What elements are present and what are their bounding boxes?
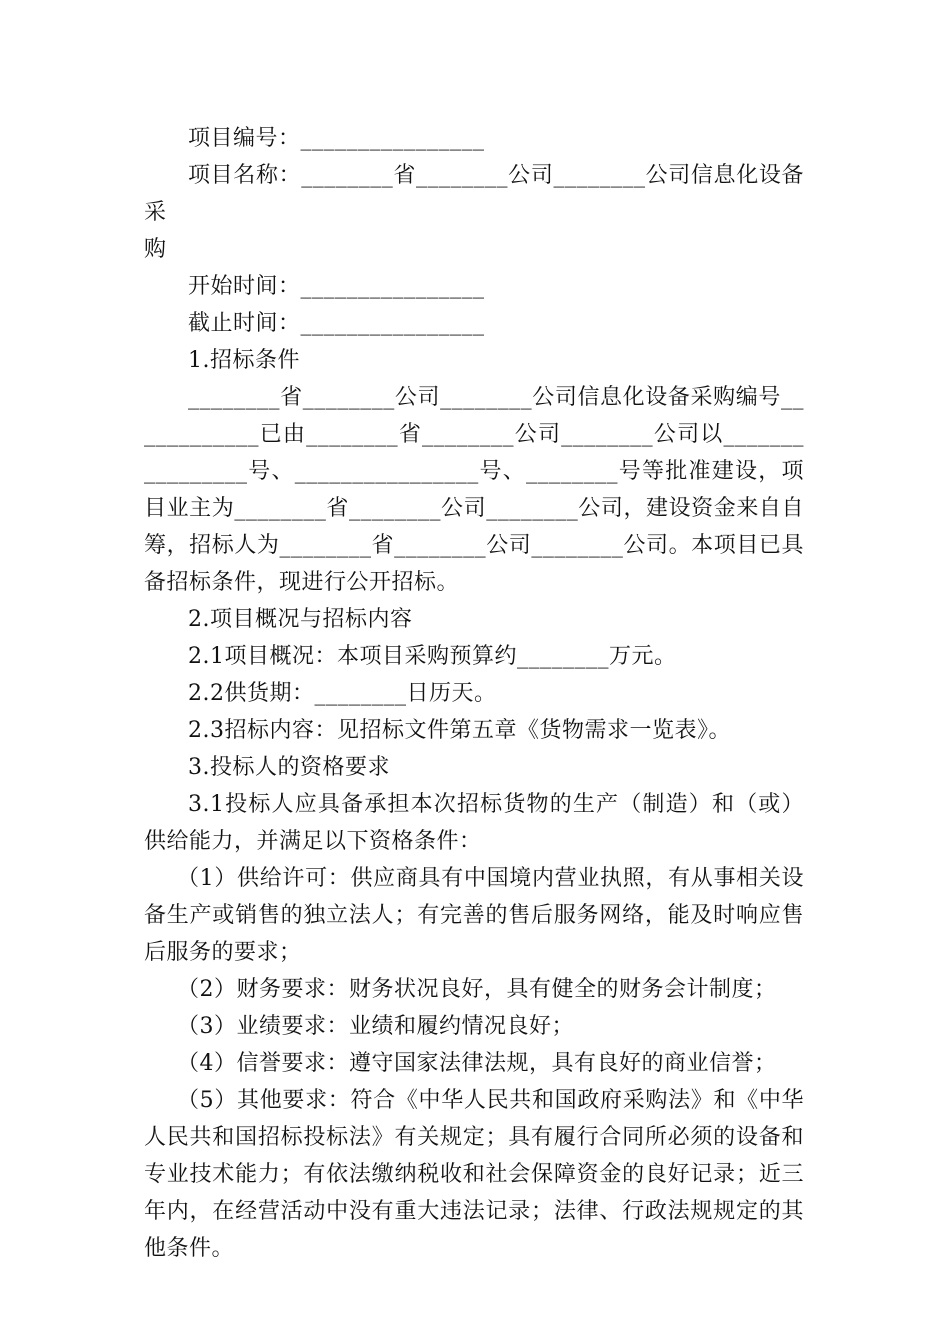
project-number-field: 项目编号：________________ [188,126,485,151]
section-2-1: 2.1项目概况：本项目采购预算约________万元。 [188,644,677,669]
start-time-field: 开始时间：________________ [188,274,485,299]
section-3-1: 3.1投标人应具备承担本次招标货物的生产（制造）和（或）供给能力，并满足以下资格条件： [144,792,804,854]
requirement-item: （5）其他要求：符合《中华人民共和国政府采购法》和《中华人民共和国招标投标法》有关规定；具有履行合同所必须的设备和专业技术能力；有依法缴纳税收和社会保障资金的良好记录；近三年内，在经营活动中没有重大违法记录；法律、行政法规规定的其他条件。 [144,1088,804,1261]
section-2-heading: 2.项目概况与招标内容 [188,607,413,632]
section-2-2: 2.2供货期：________日历天。 [188,681,497,706]
document-body [144,120,804,1267]
section-1-heading: 1.招标条件 [188,348,300,373]
section-3-heading: 3.投标人的资格要求 [188,755,390,780]
end-time-field: 截止时间：________________ [188,311,485,336]
requirement-item: （2）财务要求：财务状况良好，具有健全的财务会计制度； [177,977,777,1002]
section-1-body: ________省________公司________公司信息化设备采购编号____________已由________省________公司________公司以________________号、________________号、________号等批准建设，项目业主为________省________公司________公司，建设资金来自自筹，招标人为________省________公司________公司。本项目已具备招标条件，现进行公开招标。 [144,385,804,595]
project-name-field-cont: 购 [144,237,167,262]
requirement-item: （4）信誉要求：遵守国家法律法规，具有良好的商业信誉； [177,1051,777,1076]
requirement-item: （3）业绩要求：业绩和履约情况良好； [177,1014,574,1039]
requirement-item: （1）供给许可：供应商具有中国境内营业执照，有从事相关设备生产或销售的独立法人；有完善的售后服务网络，能及时响应售后服务的要求； [144,866,804,965]
section-2-3: 2.3招标内容：见招标文件第五章《货物需求一览表》。 [188,718,731,743]
project-name-field: 项目名称：________省________公司________公司信息化设备采 [144,163,804,225]
